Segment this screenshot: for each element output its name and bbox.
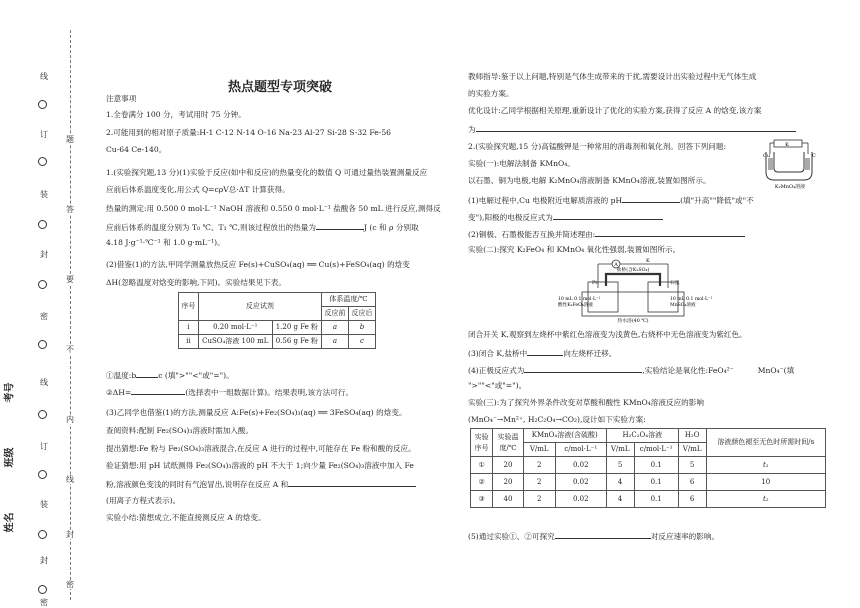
seal-char: 线 xyxy=(40,378,48,387)
cell-after: c xyxy=(348,335,375,349)
th-before: 反应前 xyxy=(321,307,348,321)
part3-line5-text: 粉,溶液颜色变浅的同时有气泡冒出,说明存在反应 A 和 xyxy=(106,480,289,489)
q1-part2-line-2: ΔH(忽略温度对焓变的影响,下同)。实验结果见下表。 xyxy=(106,278,286,287)
q2-line-13: (MnO₄⁻→Mn²⁺, H₂C₂O₄→CO₂),设计如下实验方案: xyxy=(468,415,646,424)
q1-line-3: 热量的测定:用 0.500 0 mol·L⁻¹ NaOH 溶液和 0.550 0 mol·L⁻¹ 盐酸各 50 mL 进行反应,测得反 xyxy=(106,204,441,213)
seal-ring-icon xyxy=(38,585,47,594)
inner-char: 题 xyxy=(66,135,74,144)
q2-line-4-text: (1)电解过程中,Cu 电极附近电解质溶液的 pH xyxy=(468,196,623,205)
cell-before: a xyxy=(321,321,348,335)
cell-t: 20 xyxy=(493,474,523,491)
fig2-left-solution-2: 酸性K₂FeO₄溶液 xyxy=(558,303,593,308)
table-row xyxy=(179,335,376,349)
sub1-text: ①温度:b xyxy=(106,371,137,380)
th-v1: V/mL xyxy=(523,443,555,457)
table-row xyxy=(471,457,826,474)
q1-line-2: 应前后体系温度变化,用公式 Q=cρV总·ΔT 计算获得。 xyxy=(106,185,290,194)
seal-ring-icon xyxy=(38,340,47,349)
q1-part3-line-6: (用离子方程式表示)。 xyxy=(106,496,181,505)
fig2-right-solution: 10 mL 0.1 mol·L⁻¹ xyxy=(670,297,713,302)
cell-time: t₂ xyxy=(706,491,825,508)
q2-line-8: 闭合开关 K,观察到左烧杯中紫红色溶液变为浅黄色,右烧杯中无色溶液变为紫红色。 xyxy=(468,330,747,339)
seal-char: 装 xyxy=(40,190,48,199)
th-vw: V/mL xyxy=(678,443,706,457)
th-time: 溶液颜色褪至无色时所需时间/s xyxy=(706,429,825,457)
experiment-table xyxy=(470,428,826,508)
seal-ring-icon xyxy=(38,100,47,109)
th-after: 反应后 xyxy=(348,307,375,321)
th-kmno4: KMnO₄溶液(含硫酸) xyxy=(523,429,606,443)
inner-char: 不 xyxy=(66,345,74,354)
th-temp: 体系温度/℃ xyxy=(321,293,375,307)
q1-part3-line-2: 查阅资料:配制 Fe₂(SO₄)₃溶液时需加入酸。 xyxy=(106,426,254,435)
cell-v2: 4 xyxy=(606,491,634,508)
sub2-tail: (选择表中一组数据计算)。结果表明,该方法可行。 xyxy=(185,388,354,397)
fig2-bridge-label: 盐桥(含K₂SO₄) xyxy=(616,268,650,273)
seal-char: 密 xyxy=(40,312,48,321)
fig2-right-solution-2: MnSO₄溶液 xyxy=(670,303,696,308)
cell-reagent-1: 0.20 mol·L⁻¹ xyxy=(198,321,272,335)
seal-char: 线 xyxy=(40,72,48,81)
note-1: 1.全卷满分 100 分，考试用时 75 分钟。 xyxy=(106,110,246,119)
fig2-left-solution: 10 mL 0.1 mol·L⁻¹ xyxy=(558,297,601,302)
cell-v1: 2 xyxy=(523,491,555,508)
cell-seq: ii xyxy=(179,335,199,349)
th-reagent: 反应试剂 xyxy=(198,293,321,321)
inner-char: 封 xyxy=(66,530,74,539)
fig1-solution-label: K₂MnO₄溶液 xyxy=(774,184,806,190)
fig2-ammeter-label: A xyxy=(614,262,618,268)
optimize-2-text: 为 xyxy=(468,125,476,134)
seal-char: 订 xyxy=(40,130,48,139)
th-c2: c/mol·L⁻¹ xyxy=(634,443,678,457)
cell-v1: 2 xyxy=(523,474,555,491)
seal-char: 封 xyxy=(40,250,48,259)
cell-reagent-1: CuSO₄溶液 100 mL xyxy=(198,335,272,349)
cell-before: a xyxy=(321,335,348,349)
optimize-1: 优化设计:乙同学根据相关原理,重新设计了优化的实验方案,获得了反应 A 的焓变,该方案 xyxy=(468,106,762,115)
seal-line xyxy=(70,30,71,600)
cell-c2: 0.1 xyxy=(634,457,678,474)
note-2: 2.可能用到的相对原子质量:H-1 C-12 N-14 O-16 Na-23 Al-27 Si-28 S-32 Fe-56 xyxy=(106,128,391,137)
notes-heading: 注意事项 xyxy=(106,94,137,103)
q1-line-5: 4.18 J·g⁻¹·℃⁻¹ 和 1.0 g·mL⁻¹)。 xyxy=(106,238,225,247)
inner-char: 密 xyxy=(66,580,74,589)
seal-char: 封 xyxy=(40,556,48,565)
answer-blank[interactable] xyxy=(288,478,416,487)
cell-v2: 4 xyxy=(606,474,634,491)
q2-line-14-text: (5)通过实验①、②可探究 xyxy=(468,532,555,541)
teacher-guide-1: 教师指导:鉴于以上问题,特别是气体生成带来的干扰,需要设计出实验过程中无气体生成 xyxy=(468,72,757,81)
q1-part3-line-5 xyxy=(106,478,416,490)
q2-line-4 xyxy=(468,194,754,206)
q1-line-1: 1.(实验探究题,13 分)(1)实验于反应(如中和反应)的热量变化的数值 Q 可通过量热装置测量反应 xyxy=(106,168,428,177)
cell-time: t₁ xyxy=(706,457,825,474)
table-row xyxy=(471,474,826,491)
answer-blank[interactable] xyxy=(595,228,745,237)
seal-char: 订 xyxy=(40,442,48,451)
cell-v1: 2 xyxy=(523,457,555,474)
seal-ring-icon xyxy=(38,470,47,479)
q1-part2-sub1 xyxy=(106,369,234,381)
sub2-text: ②ΔH= xyxy=(106,388,132,397)
teacher-guide-2: 的实验方案。 xyxy=(468,89,514,98)
th-h2o: H₂O xyxy=(678,429,706,443)
q2-line-10-mid: ,实验结论是氧化性:FeO₄²⁻ xyxy=(642,366,734,375)
th-exp-temp-1: 实验温 xyxy=(497,432,519,441)
page-title: 热点题型专项突破 xyxy=(228,80,333,95)
exam-number-label: 考号 xyxy=(4,382,16,403)
q2-line-3: 以石墨、铜为电极,电解 K₂MnO₄溶液制备 KMnO₄溶液,装置如图所示。 xyxy=(468,176,711,185)
cell-t: 40 xyxy=(493,491,523,508)
q2-line-10 xyxy=(468,364,794,376)
q2-line-9 xyxy=(468,347,616,359)
inner-char: 要 xyxy=(66,275,74,284)
q2-line-2: 实验(一):电解法制备 KMnO₄。 xyxy=(468,159,575,168)
q1-part2-line-1: (2)借鉴(1)的方法,甲同学测量放热反应 Fe(s)+CuSO₄(aq) ══ Cu(s)+FeSO₄(aq) 的焓变 xyxy=(106,260,410,269)
q2-line-6-text: (2)铜极、石墨极能否互换并简述理由: xyxy=(468,230,596,239)
q1-part3-line-7: 实验小结:猜想成立,不能直接测反应 A 的焓变。 xyxy=(106,513,266,522)
fig2-k-label: K xyxy=(646,258,650,264)
q2-line-11: ">""<"或"=")。 xyxy=(468,381,527,390)
q1-part2-sub2 xyxy=(106,386,353,398)
reaction-table xyxy=(178,292,376,349)
q2-line-12: 实验(三):为了探究外界条件改变对草酸和酸性 KMnO₄溶液反应的影响 xyxy=(468,398,704,407)
seal-ring-icon xyxy=(38,157,47,166)
th-v2: V/mL xyxy=(606,443,634,457)
th-exp-temp xyxy=(493,429,523,457)
q2-line-4-tail: (填"升高""降低"或"不 xyxy=(680,196,754,205)
cell-c2: 0.1 xyxy=(634,491,678,508)
seal-ring-icon xyxy=(38,530,47,539)
cell-reagent-2: 0.56 g Fe 粉 xyxy=(272,335,321,349)
answer-blank[interactable] xyxy=(553,211,663,220)
q2-line-1: 2.(实验探究题,15 分)高锰酸钾是一种常用的消毒剂和氧化剂。回答下列问题: xyxy=(468,142,727,151)
q2-line-9-text: (3)闭合 K,盐桥中 xyxy=(468,349,528,358)
th-exp-2: 序号 xyxy=(474,443,489,452)
fig1-cu-label: Cu xyxy=(763,153,771,159)
q2-line-10-text: (4)正极反应式为 xyxy=(468,366,525,375)
th-h2c2o4: H₂C₂O₄溶液 xyxy=(606,429,678,443)
cell-c2: 0.1 xyxy=(634,474,678,491)
inner-char: 答 xyxy=(66,205,74,214)
cell-c1: 0.02 xyxy=(555,457,606,474)
cell-v2: 5 xyxy=(606,457,634,474)
cell-reagent-2: 1.20 g Fe 粉 xyxy=(272,321,321,335)
q2-line-9-tail: 向左烧杯迁移。 xyxy=(563,349,617,358)
answer-blank[interactable] xyxy=(524,364,642,373)
q2-line-5-text: 变"),阳极的电极反应式为 xyxy=(468,213,553,222)
th-seq: 序号 xyxy=(179,293,199,321)
name-label: 姓名 xyxy=(4,512,16,533)
q2-line-6 xyxy=(468,228,745,240)
answer-blank[interactable] xyxy=(136,369,158,378)
cell-n: ① xyxy=(471,457,493,474)
fig1-k-label: K xyxy=(785,142,789,148)
inner-char: 线 xyxy=(66,475,74,484)
class-label: 班级 xyxy=(4,447,16,468)
fig2-pt-label: Pt xyxy=(592,281,598,286)
sub1-tail: c (填">""<"或"=")。 xyxy=(158,371,234,380)
q1-line-4-tail: J (c 和 ρ 分别取 xyxy=(363,223,419,232)
q1-part3-line-3: 提出猜想:Fe 粉与 Fe₂(SO₄)₃溶液混合,在反应 A 进行的过程中,可能存在 Fe 粉和酸的反应。 xyxy=(106,444,416,453)
inner-char: 内 xyxy=(66,415,74,424)
electrolysis-diagram xyxy=(760,138,820,190)
seal-ring-icon xyxy=(38,280,47,289)
th-c1: c/mol·L⁻¹ xyxy=(555,443,606,457)
cell-n: ② xyxy=(471,474,493,491)
q1-line-4-text: 应前后体系的温度分别为 T₀ ℃、T₁ ℃,则该过程放出的热量为 xyxy=(106,223,316,232)
cell-after: b xyxy=(348,321,375,335)
fig2-graphite-label: 石墨 xyxy=(670,281,680,286)
table-row xyxy=(471,491,826,508)
q2-line-7: 实验(二):探究 K₂FeO₄ 和 KMnO₄ 氧化性强弱,装置如图所示。 xyxy=(468,245,681,254)
q1-line-4 xyxy=(106,221,419,233)
cell-time: 10 xyxy=(706,474,825,491)
cell-vw: 5 xyxy=(678,457,706,474)
q2-line-14 xyxy=(468,530,719,542)
seal-char: 装 xyxy=(40,500,48,509)
optimize-2 xyxy=(468,123,796,135)
answer-blank[interactable] xyxy=(131,386,185,395)
galvanic-cell-diagram xyxy=(558,258,713,324)
th-exp xyxy=(471,429,493,457)
cell-vw: 6 xyxy=(678,474,706,491)
cell-t: 20 xyxy=(493,457,523,474)
fig2-bath-label: 热水浴(40 ℃) xyxy=(617,319,649,324)
cell-c1: 0.02 xyxy=(555,474,606,491)
q1-part3-line-4: 验证猜想:用 pH 试纸测得 Fe₂(SO₄)₃溶液的 pH 不大于 1;向少量 Fe₂(SO₄)₃溶液中加入 Fe xyxy=(106,461,414,470)
seal-char: 密 xyxy=(40,598,48,607)
q2-line-5 xyxy=(468,211,663,223)
answer-blank[interactable] xyxy=(622,194,680,203)
fig1-c-label: C xyxy=(812,153,816,159)
seal-ring-icon xyxy=(38,220,47,229)
cell-c1: 0.02 xyxy=(555,491,606,508)
q2-line-14-tail: 对反应速率的影响。 xyxy=(650,532,720,541)
answer-blank[interactable] xyxy=(527,347,563,356)
th-exp-temp-2: 度/℃ xyxy=(499,443,517,452)
th-exp-1: 实验 xyxy=(474,432,489,441)
answer-blank[interactable] xyxy=(476,123,796,132)
note-2-cont: Cu-64 Ce-140。 xyxy=(106,145,167,154)
binding-margin xyxy=(0,0,98,608)
seal-ring-icon xyxy=(38,410,47,419)
q1-part3-line-1: (3)乙同学也借鉴(1)的方法,测量反应 A:Fe(s)+Fe₂(SO₄)₃(aq) ══ 3FeSO₄(aq) 的焓变。 xyxy=(106,408,407,417)
q2-line-10-tail: MnO₄⁻(填 xyxy=(757,366,795,375)
cell-n: ③ xyxy=(471,491,493,508)
cell-vw: 6 xyxy=(678,491,706,508)
answer-blank[interactable] xyxy=(316,221,364,230)
answer-blank[interactable] xyxy=(555,530,651,539)
cell-seq: i xyxy=(179,321,199,335)
table-row xyxy=(179,321,376,335)
